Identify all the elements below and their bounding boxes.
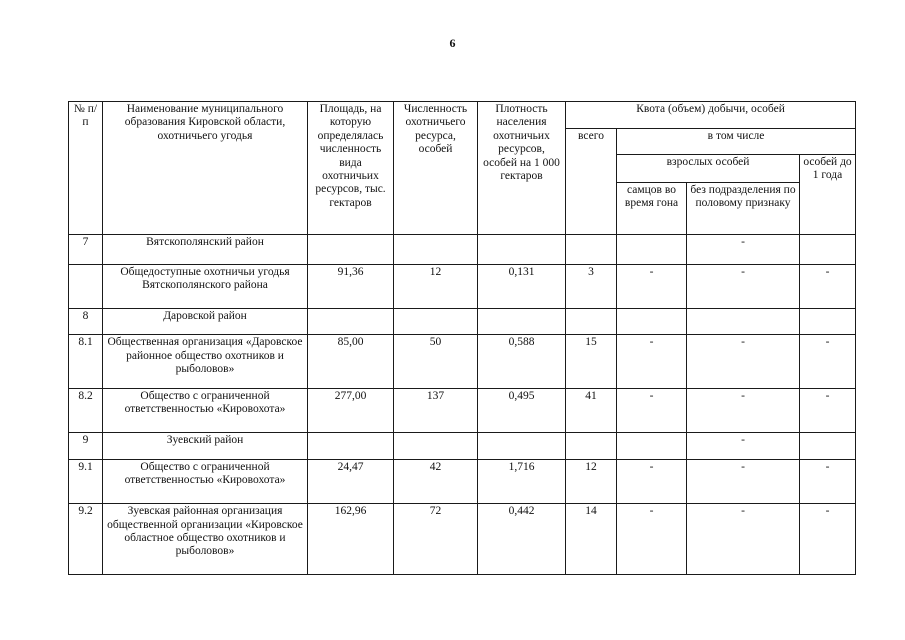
row-nosex [687, 309, 800, 335]
header-density: Плотность населения охотничьих ресурсов, особей на 1 000 гектаров [478, 102, 566, 235]
header-no: № п/п [69, 102, 103, 235]
row-density [478, 235, 566, 264]
row-total: 41 [566, 388, 617, 432]
table-row [69, 459, 856, 503]
row-no: 9.1 [69, 459, 103, 503]
row-name: Зуевский район [103, 433, 308, 459]
row-males: - [617, 459, 687, 503]
row-area: 277,00 [308, 388, 394, 432]
row-no: 7 [69, 235, 103, 264]
row-count [394, 309, 478, 335]
row-nosex: - [687, 459, 800, 503]
row-area: 24,47 [308, 459, 394, 503]
row-nosex: - [687, 235, 800, 264]
row-under1: - [800, 335, 856, 389]
row-under1: - [800, 504, 856, 575]
row-count: 72 [394, 504, 478, 575]
row-name: Общественная организация «Даровское районное общество охотников и рыболовов» [103, 335, 308, 389]
page-number: 6 [449, 36, 456, 50]
row-males: - [617, 335, 687, 389]
row-count [394, 235, 478, 264]
row-under1: - [800, 264, 856, 308]
row-name: Зуевская районная организация общественной организации «Кировское областное общество охотников и рыболовов» [103, 504, 308, 575]
row-name: Общество с ограниченной ответственностью «Кировохота» [103, 459, 308, 503]
row-count: 50 [394, 335, 478, 389]
row-nosex: - [687, 388, 800, 432]
row-males [617, 235, 687, 264]
row-no: 9.2 [69, 504, 103, 575]
row-density: 1,716 [478, 459, 566, 503]
row-name: Даровской район [103, 309, 308, 335]
row-males: - [617, 388, 687, 432]
table-row [69, 309, 856, 335]
row-density [478, 309, 566, 335]
row-name: Вятскополянский район [103, 235, 308, 264]
header-row-1 [69, 102, 856, 129]
row-nosex: - [687, 335, 800, 389]
table-row [69, 235, 856, 264]
row-males: - [617, 264, 687, 308]
row-total [566, 433, 617, 459]
header-quota: Квота (объем) добычи, особей [566, 102, 856, 129]
row-count: 137 [394, 388, 478, 432]
row-no: 8.1 [69, 335, 103, 389]
row-no [69, 264, 103, 308]
row-no: 9 [69, 433, 103, 459]
row-area: 85,00 [308, 335, 394, 389]
table-row [69, 433, 856, 459]
header-adults: взрослых особей [617, 154, 800, 182]
row-under1 [800, 433, 856, 459]
row-total: 15 [566, 335, 617, 389]
row-no: 8 [69, 309, 103, 335]
table-row [69, 335, 856, 389]
row-total: 12 [566, 459, 617, 503]
row-nosex: - [687, 504, 800, 575]
row-under1 [800, 235, 856, 264]
row-under1: - [800, 388, 856, 432]
row-total [566, 309, 617, 335]
table-row [69, 388, 856, 432]
row-density: 0,131 [478, 264, 566, 308]
header-name: Наименование муниципального образования Кировской области, охотничьего угодья [103, 102, 308, 235]
row-males: - [617, 504, 687, 575]
row-count: 42 [394, 459, 478, 503]
row-density: 0,588 [478, 335, 566, 389]
row-density [478, 433, 566, 459]
row-nosex: - [687, 264, 800, 308]
row-males [617, 309, 687, 335]
header-including: в том числе [617, 129, 856, 154]
table-row [69, 264, 856, 308]
row-nosex: - [687, 433, 800, 459]
row-count [394, 433, 478, 459]
header-total: всего [566, 129, 617, 235]
row-no: 8.2 [69, 388, 103, 432]
row-name: Общество с ограниченной ответственностью «Кировохота» [103, 388, 308, 432]
row-males [617, 433, 687, 459]
table-row [69, 504, 856, 575]
row-area [308, 235, 394, 264]
row-area [308, 433, 394, 459]
header-nosex: без подразделения по половому признаку [687, 182, 800, 235]
row-area: 91,36 [308, 264, 394, 308]
row-density: 0,495 [478, 388, 566, 432]
header-under1: особей до 1 года [800, 154, 856, 235]
row-under1 [800, 309, 856, 335]
row-total: 3 [566, 264, 617, 308]
row-total: 14 [566, 504, 617, 575]
row-count: 12 [394, 264, 478, 308]
row-under1: - [800, 459, 856, 503]
row-density: 0,442 [478, 504, 566, 575]
row-name: Общедоступные охотничьи угодья Вятскополянского района [103, 264, 308, 308]
header-area: Площадь, на которую определялась численность вида охотничьих ресурсов, тыс. гектаров [308, 102, 394, 235]
header-males: самцов во время гона [617, 182, 687, 235]
row-area: 162,96 [308, 504, 394, 575]
row-area [308, 309, 394, 335]
quota-table [68, 101, 856, 575]
header-count: Численность охотничьего ресурса, особей [394, 102, 478, 235]
row-total [566, 235, 617, 264]
